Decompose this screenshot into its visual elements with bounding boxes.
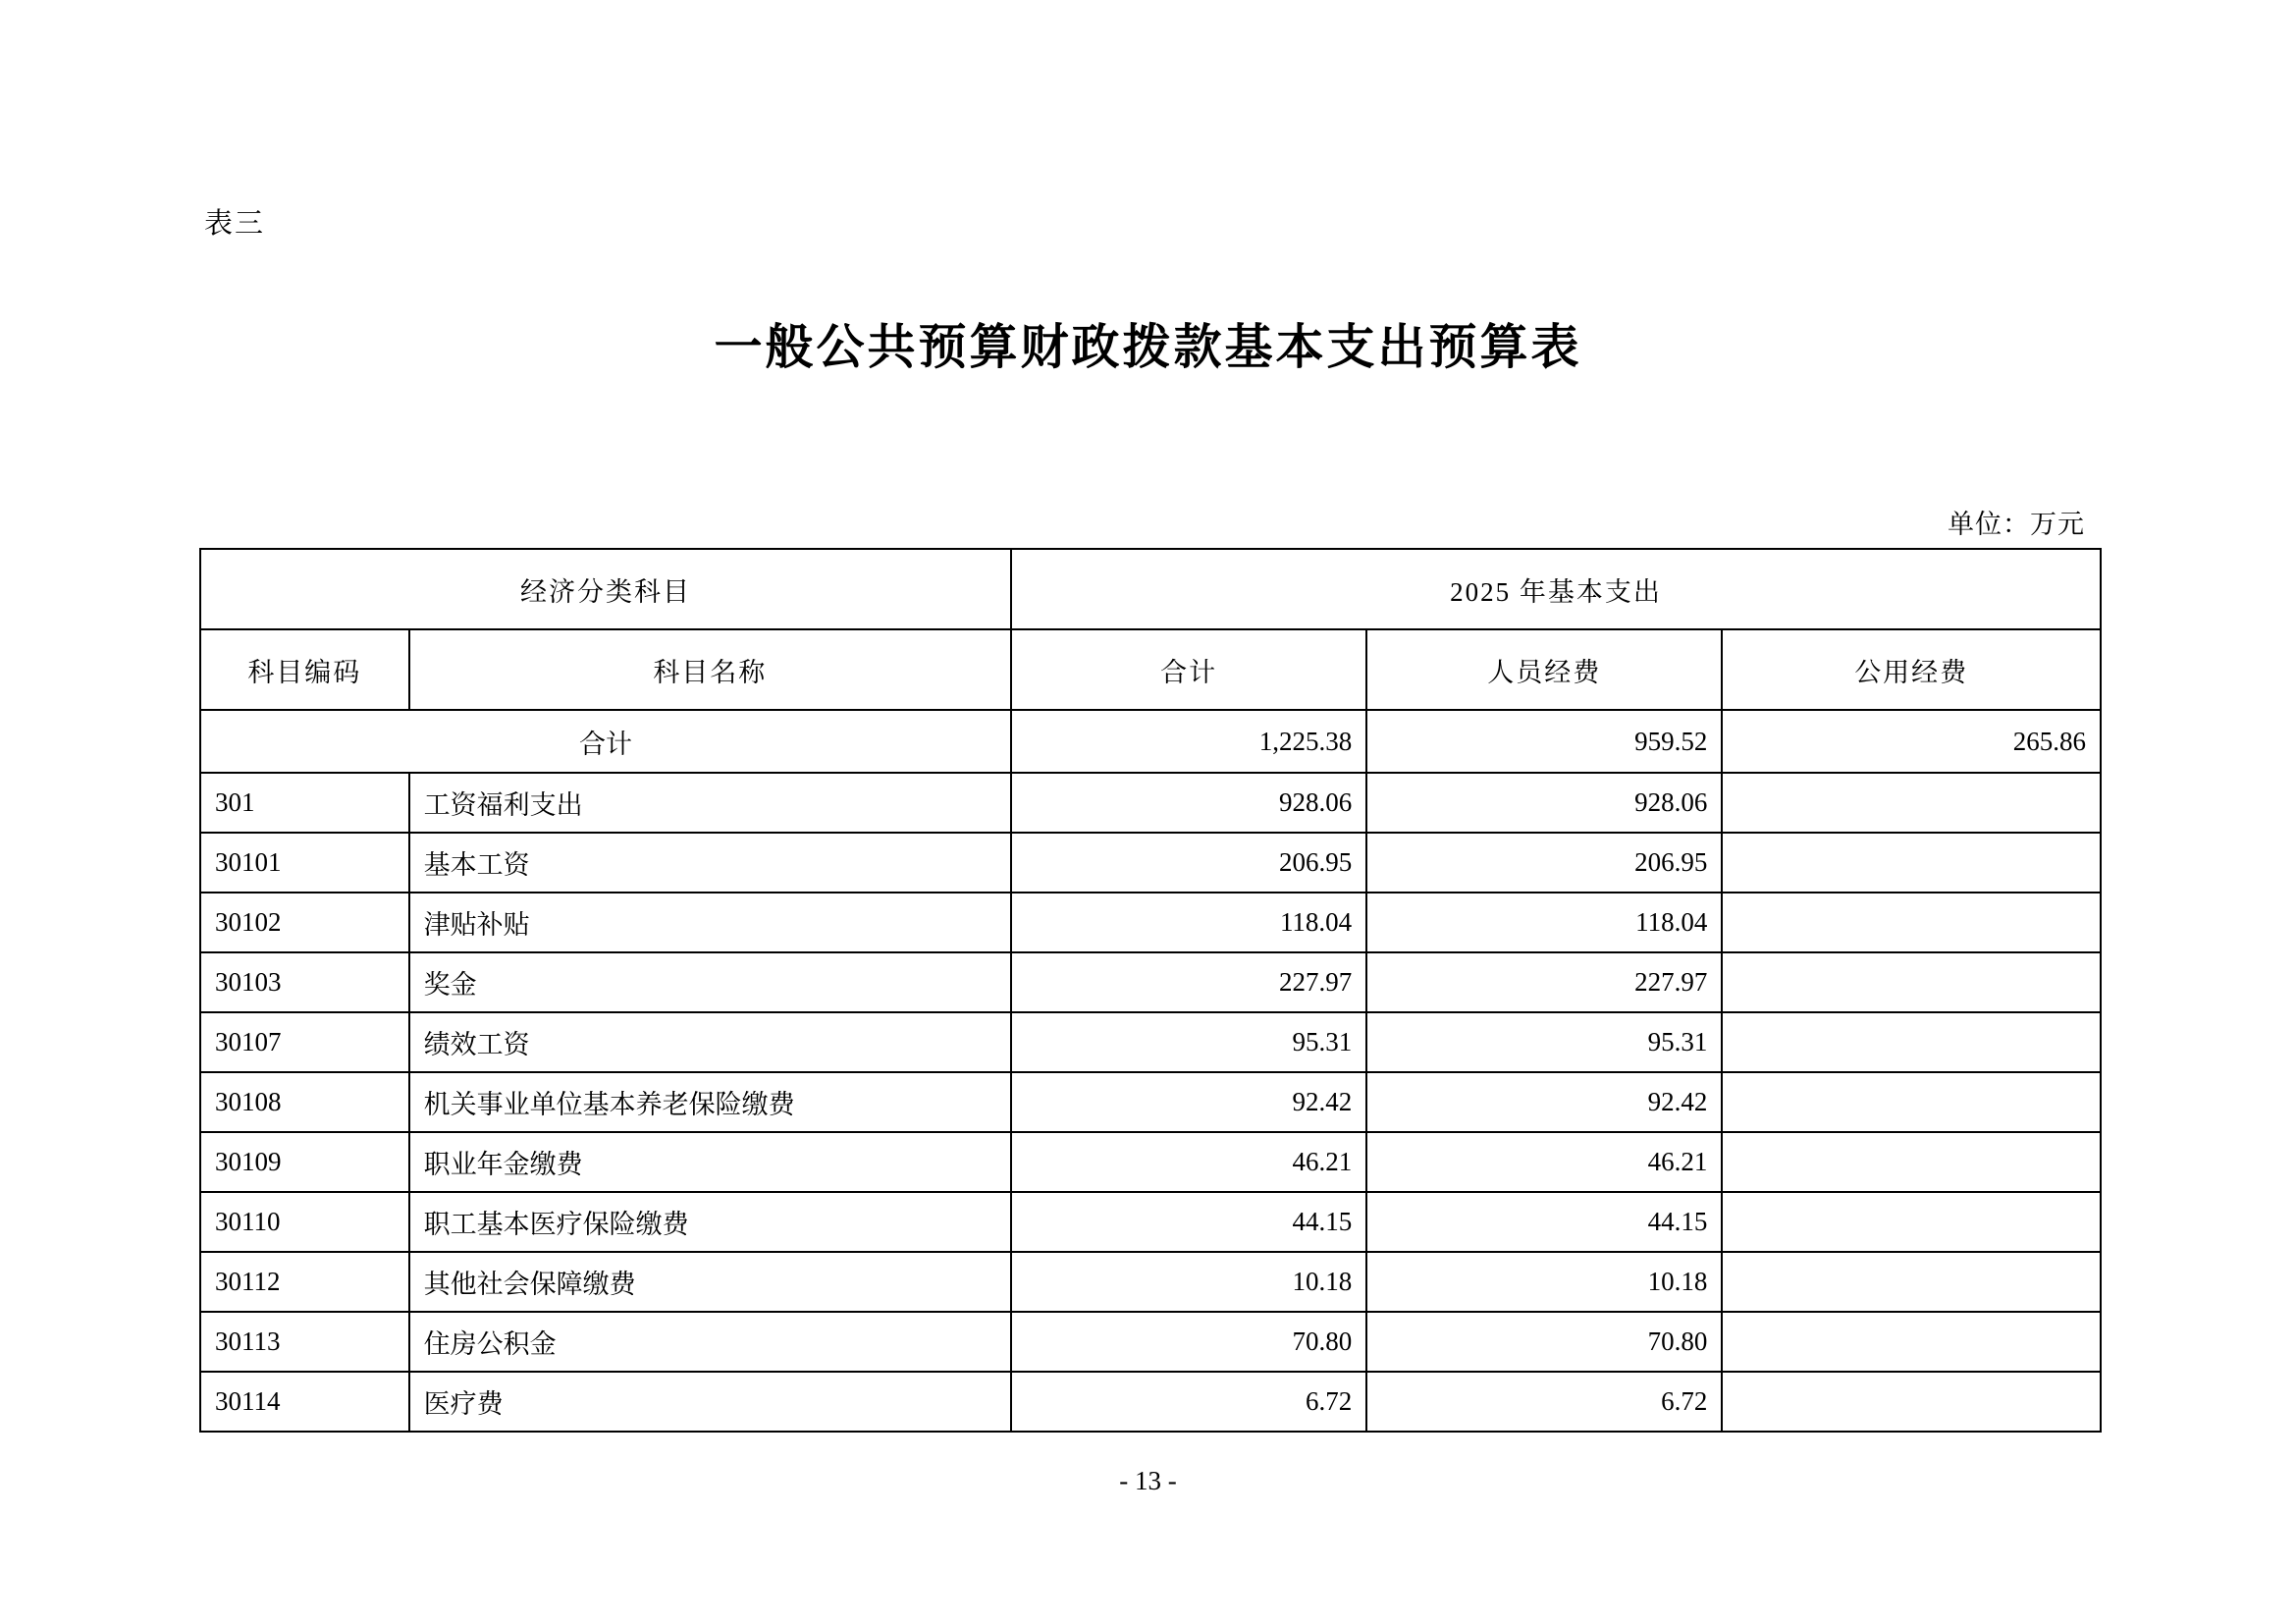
column-header-public: 公用经费 xyxy=(1722,629,2101,710)
row-personnel: 227.97 xyxy=(1366,952,1722,1012)
row-name: 其他社会保障缴费 xyxy=(409,1252,1011,1312)
table-row xyxy=(200,773,2101,833)
table-label: 表三 xyxy=(204,208,266,240)
row-sum: 227.97 xyxy=(1011,952,1366,1012)
row-personnel: 70.80 xyxy=(1366,1312,1722,1372)
table-row xyxy=(200,1132,2101,1192)
row-personnel: 44.15 xyxy=(1366,1192,1722,1252)
row-name: 绩效工资 xyxy=(409,1012,1011,1072)
table-row xyxy=(200,1372,2101,1432)
unit-note: 单位：万元 xyxy=(1948,510,2085,539)
row-name: 职业年金缴费 xyxy=(409,1132,1011,1192)
row-public xyxy=(1722,773,2101,833)
row-public xyxy=(1722,893,2101,952)
row-code: 30113 xyxy=(200,1312,409,1372)
row-personnel: 928.06 xyxy=(1366,773,1722,833)
row-sum: 95.31 xyxy=(1011,1012,1366,1072)
total-public: 265.86 xyxy=(1722,710,2101,773)
table-row xyxy=(200,893,2101,952)
row-code: 30103 xyxy=(200,952,409,1012)
row-code: 30110 xyxy=(200,1192,409,1252)
row-sum: 206.95 xyxy=(1011,833,1366,893)
row-name: 住房公积金 xyxy=(409,1312,1011,1372)
row-code: 30112 xyxy=(200,1252,409,1312)
row-public xyxy=(1722,1192,2101,1252)
total-sum: 1,225.38 xyxy=(1011,710,1366,773)
column-header-personnel: 人员经费 xyxy=(1366,629,1722,710)
row-personnel: 118.04 xyxy=(1366,893,1722,952)
column-header-sum: 合计 xyxy=(1011,629,1366,710)
row-sum: 118.04 xyxy=(1011,893,1366,952)
row-public xyxy=(1722,1372,2101,1432)
table-row xyxy=(200,1312,2101,1372)
row-sum: 46.21 xyxy=(1011,1132,1366,1192)
table-row xyxy=(200,833,2101,893)
row-personnel: 10.18 xyxy=(1366,1252,1722,1312)
table-row xyxy=(200,1072,2101,1132)
row-sum: 10.18 xyxy=(1011,1252,1366,1312)
row-public xyxy=(1722,1132,2101,1192)
row-name: 医疗费 xyxy=(409,1372,1011,1432)
row-code: 30101 xyxy=(200,833,409,893)
header-group-basic-expenditure: 2025 年基本支出 xyxy=(1011,549,2101,629)
table-row xyxy=(200,1192,2101,1252)
row-code: 30109 xyxy=(200,1132,409,1192)
row-sum: 92.42 xyxy=(1011,1072,1366,1132)
row-public xyxy=(1722,1312,2101,1372)
total-personnel: 959.52 xyxy=(1366,710,1722,773)
row-personnel: 206.95 xyxy=(1366,833,1722,893)
row-name: 基本工资 xyxy=(409,833,1011,893)
row-name: 奖金 xyxy=(409,952,1011,1012)
row-personnel: 92.42 xyxy=(1366,1072,1722,1132)
row-name: 工资福利支出 xyxy=(409,773,1011,833)
page-number: - 13 - xyxy=(1119,1466,1177,1495)
total-label: 合计 xyxy=(200,710,1011,773)
row-code: 30102 xyxy=(200,893,409,952)
header-group-economic-category: 经济分类科目 xyxy=(200,549,1011,629)
row-sum: 928.06 xyxy=(1011,773,1366,833)
row-code: 30108 xyxy=(200,1072,409,1132)
row-sum: 6.72 xyxy=(1011,1372,1366,1432)
table-header xyxy=(200,549,2101,710)
row-code: 301 xyxy=(200,773,409,833)
row-name: 职工基本医疗保险缴费 xyxy=(409,1192,1011,1252)
page-title: 一般公共预算财政拨款基本支出预算表 xyxy=(714,320,1582,374)
row-public xyxy=(1722,952,2101,1012)
table-row-total xyxy=(200,710,2101,773)
row-public xyxy=(1722,1252,2101,1312)
row-name: 津贴补贴 xyxy=(409,893,1011,952)
row-public xyxy=(1722,1012,2101,1072)
table-row xyxy=(200,952,2101,1012)
row-personnel: 95.31 xyxy=(1366,1012,1722,1072)
column-header-name: 科目名称 xyxy=(409,629,1011,710)
table-body xyxy=(200,710,2101,1432)
row-name: 机关事业单位基本养老保险缴费 xyxy=(409,1072,1011,1132)
budget-table xyxy=(199,548,2102,1433)
row-public xyxy=(1722,1072,2101,1132)
row-personnel: 6.72 xyxy=(1366,1372,1722,1432)
table-row xyxy=(200,1012,2101,1072)
row-code: 30107 xyxy=(200,1012,409,1072)
row-code: 30114 xyxy=(200,1372,409,1432)
row-public xyxy=(1722,833,2101,893)
table-row xyxy=(200,1252,2101,1312)
column-header-code: 科目编码 xyxy=(200,629,409,710)
row-sum: 44.15 xyxy=(1011,1192,1366,1252)
row-personnel: 46.21 xyxy=(1366,1132,1722,1192)
row-sum: 70.80 xyxy=(1011,1312,1366,1372)
